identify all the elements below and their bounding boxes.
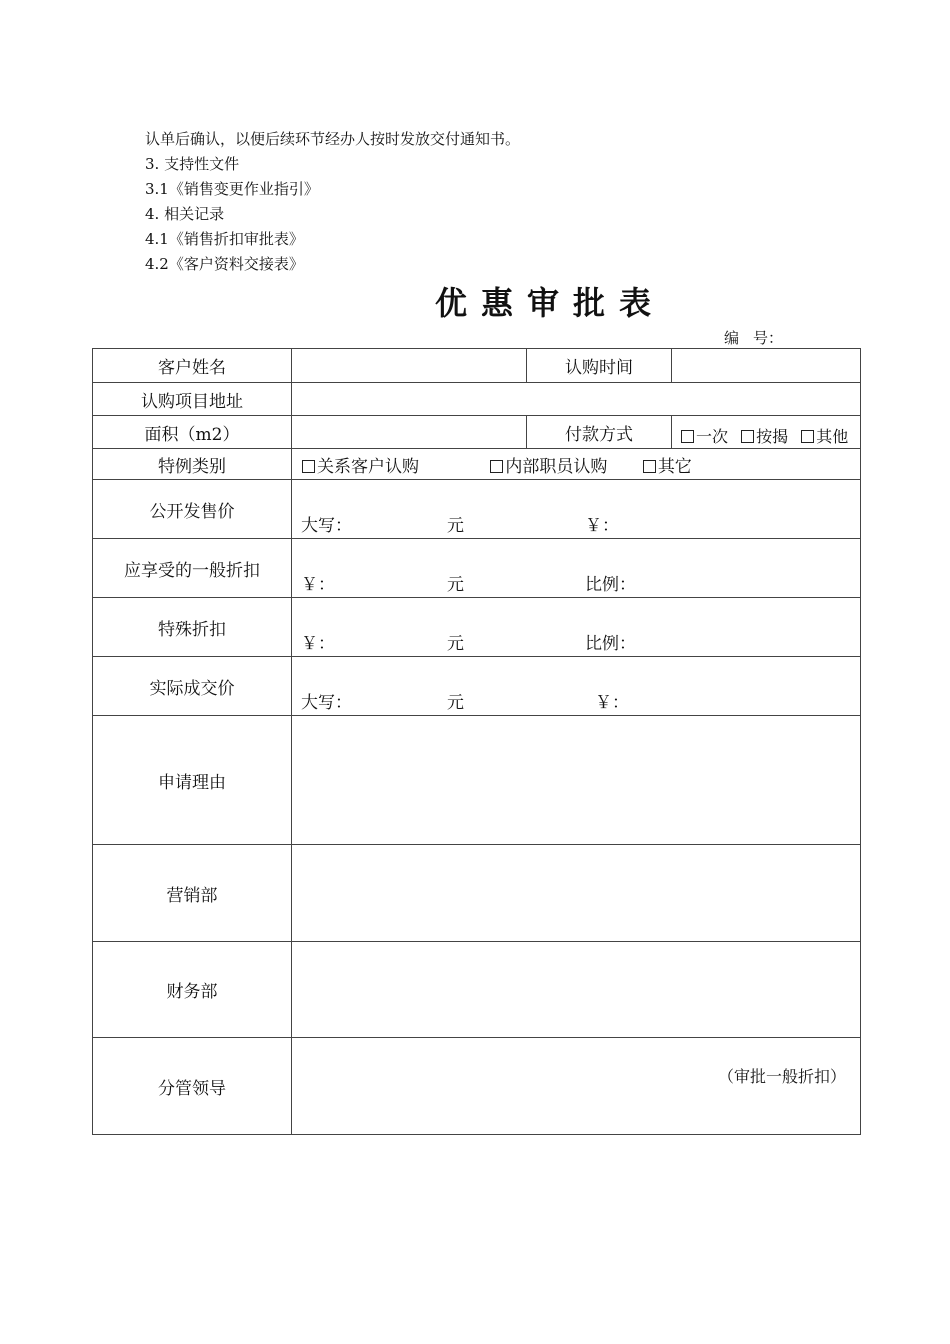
- ratio-label: 比例：: [585, 634, 636, 654]
- table-row: [93, 942, 861, 1038]
- reason-label: 申请理由: [93, 716, 292, 845]
- payment-options: [672, 416, 861, 449]
- special-discount-field[interactable]: [292, 598, 861, 657]
- table-row: [93, 845, 861, 942]
- general-discount-field[interactable]: [292, 539, 861, 598]
- checkbox[interactable]: [741, 430, 754, 443]
- payment-option-lumpsum[interactable]: 一次: [681, 427, 728, 446]
- finance-label: 财务部: [93, 942, 292, 1038]
- special-option-other[interactable]: 其它: [643, 457, 692, 477]
- payment-option-mortgage[interactable]: 按揭: [741, 427, 788, 446]
- intro-line: 3. 支持性文件: [145, 155, 240, 173]
- public-price-label: 公开发售价: [93, 480, 292, 539]
- yuan-label: 元: [447, 634, 464, 654]
- leader-note: （审批一般折扣）: [717, 1067, 846, 1086]
- ratio-label: 比例：: [585, 575, 636, 595]
- customer-name-field[interactable]: [292, 349, 527, 383]
- number-label-char: 号：: [753, 329, 784, 347]
- yuan-label: 元: [447, 516, 464, 536]
- table-row: [93, 416, 861, 449]
- general-discount-label: 应享受的一般折扣: [93, 539, 292, 598]
- daxie-label: 大写：: [301, 693, 352, 713]
- finance-field[interactable]: [292, 942, 861, 1038]
- yuan-label: 元: [447, 575, 464, 595]
- intro-line: 认单后确认，以便后续环节经办人按时发放交付通知书。: [145, 130, 521, 148]
- reason-field[interactable]: [292, 716, 861, 845]
- table-row: [93, 449, 861, 480]
- checkbox[interactable]: [801, 430, 814, 443]
- leader-field[interactable]: [292, 1038, 861, 1135]
- number-label-char: 编: [724, 329, 740, 347]
- purchase-time-field[interactable]: [672, 349, 861, 383]
- table-row: [93, 598, 861, 657]
- serial-number-label: [724, 327, 783, 348]
- checkbox[interactable]: [681, 430, 694, 443]
- daxie-label: 大写：: [301, 516, 352, 536]
- checkbox[interactable]: [302, 460, 315, 473]
- checkbox[interactable]: [643, 460, 656, 473]
- table-row: [93, 657, 861, 716]
- leader-label: 分管领导: [93, 1038, 292, 1135]
- intro-text: [145, 127, 520, 277]
- checkbox[interactable]: [490, 460, 503, 473]
- marketing-field[interactable]: [292, 845, 861, 942]
- yen-label: ￥：: [585, 516, 619, 536]
- table-row: [93, 349, 861, 383]
- area-label: 面积（m2）: [93, 416, 292, 449]
- project-address-field[interactable]: [292, 383, 861, 416]
- actual-price-label: 实际成交价: [93, 657, 292, 716]
- approval-table: [92, 348, 861, 1135]
- intro-line: 3.1《销售变更作业指引》: [145, 180, 319, 198]
- yuan-label: 元: [447, 693, 464, 713]
- public-price-field[interactable]: [292, 480, 861, 539]
- special-option-relation[interactable]: 关系客户认购: [302, 457, 419, 477]
- intro-line: 4.2《客户资料交接表》: [145, 255, 304, 273]
- marketing-label: 营销部: [93, 845, 292, 942]
- intro-line: 4.1《销售折扣审批表》: [145, 230, 304, 248]
- table-row: [93, 716, 861, 845]
- special-option-staff[interactable]: 内部职员认购: [490, 457, 607, 477]
- table-row: [93, 1038, 861, 1135]
- table-row: [93, 383, 861, 416]
- project-address-label: 认购项目地址: [93, 383, 292, 416]
- special-discount-label: 特殊折扣: [93, 598, 292, 657]
- special-options: [292, 449, 861, 480]
- payment-method-label: 付款方式: [527, 416, 672, 449]
- special-category-label: 特例类别: [93, 449, 292, 480]
- table-row: [93, 480, 861, 539]
- yen-label: ￥：: [301, 634, 335, 654]
- intro-line: 4. 相关记录: [145, 205, 225, 223]
- payment-option-other[interactable]: 其他: [801, 427, 848, 446]
- area-field[interactable]: [292, 416, 527, 449]
- yen-label: ￥：: [595, 693, 629, 713]
- table-row: [93, 539, 861, 598]
- form-title: 优惠审批表: [434, 284, 665, 322]
- yen-label: ￥：: [301, 575, 335, 595]
- purchase-time-label: 认购时间: [527, 349, 672, 383]
- actual-price-field[interactable]: [292, 657, 861, 716]
- customer-name-label: 客户姓名: [93, 349, 292, 383]
